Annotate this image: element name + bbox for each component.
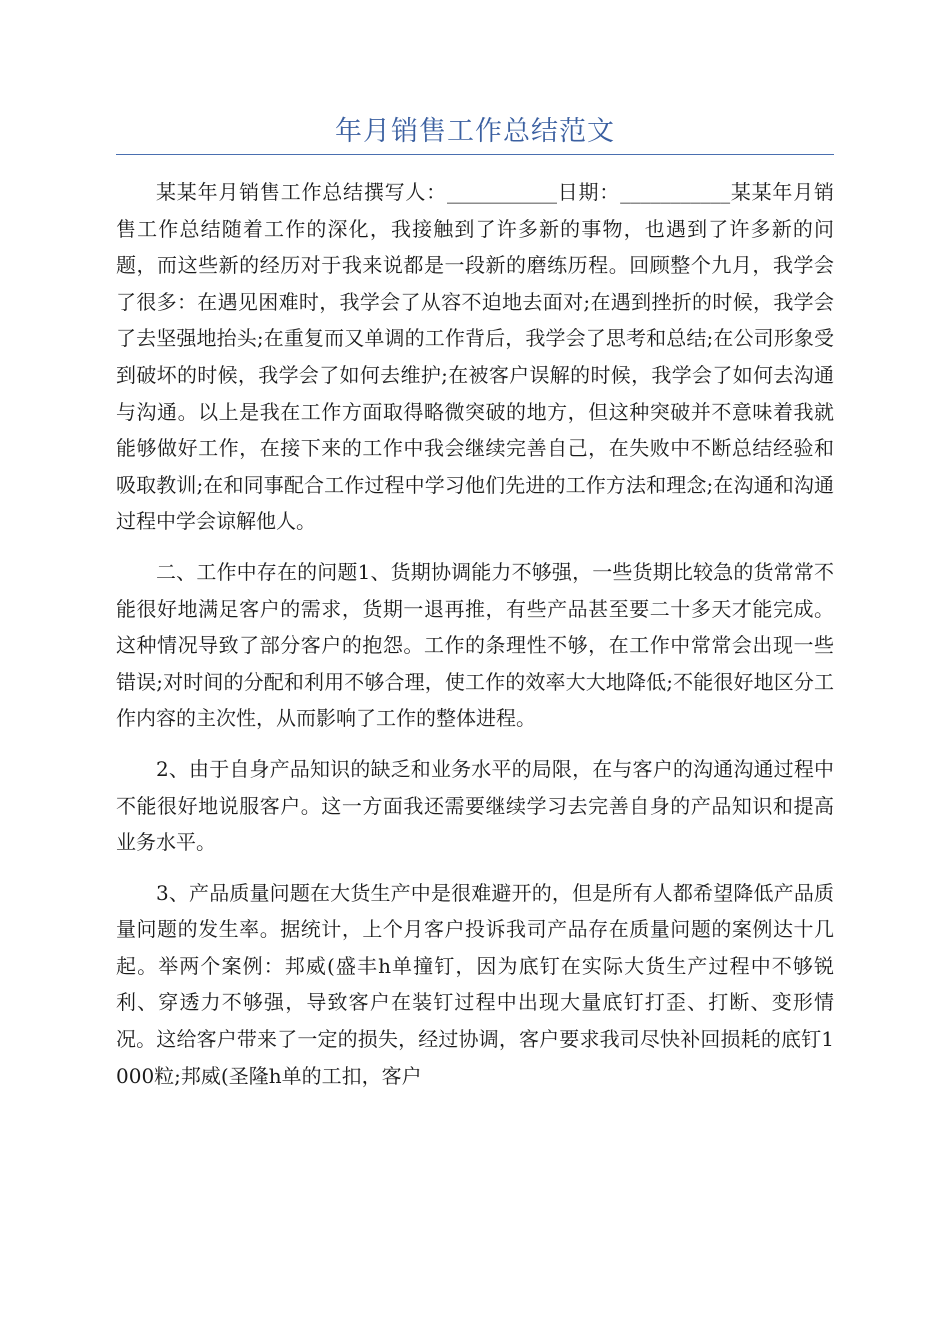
paragraph-2: 二、工作中存在的问题1、货期协调能力不够强，一些货期比较急的货常常不能很好地满足客户的需求，货期一退再推，有些产品甚至要二十多天才能完成。这种情况导致了部分客户的抱怨。工作的条理性不够，在工作中常常会出现一些错误;对时间的分配和利用不够合理，使工作的效率大大地降低;不能很好地区分工作内容的主次性，从而影响了工作的整体进程。 [116, 559, 834, 731]
document-body [116, 174, 834, 1108]
paragraph-4: 3、产品质量问题在大货生产中是很难避开的，但是所有人都希望降低产品质量问题的发生率。据统计，上个月客户投诉我司产品存在质量问题的案例达十几起。举两个案例：邦威(盛丰h单撞钉，因为底钉在实际大货生产过程中不够锐利、穿透力不够强，导致客户在装钉过程中出现大量底钉打歪、打断、变形情况。这给客户带来了一定的损失，经过协调，客户要求我司尽快补回损耗的底钉1000粒;邦威(圣隆h单的工扣，客户 [116, 880, 834, 1088]
paragraph-1: 某某年月销售工作总结撰写人：___________日期：___________某某年月销售工作总结随着工作的深化，我接触到了许多新的事物，也遇到了许多新的问题，而这些新的经历对于我来说都是一段新的磨练历程。回顾整个九月，我学会了很多：在遇见困难时，我学会了从容不迫地去面对;在遇到挫折的时候，我学会了去坚强地抬头;在重复而又单调的工作背后，我学会了思考和总结;在公司形象受到破坏的时候，我学会了如何去维护;在被客户误解的时候，我学会了如何去沟通与沟通。以上是我在工作方面取得略微突破的地方，但这种突破并不意味着我就能够做好工作，在接下来的工作中我会继续完善自己，在失败中不断总结经验和吸取教训;在和同事配合工作过程中学习他们先进的工作方法和理念;在沟通和沟通过程中学会谅解他人。 [116, 180, 834, 534]
page-title: 年月销售工作总结范文 [335, 116, 615, 147]
paragraph-3: 2、由于自身产品知识的缺乏和业务水平的局限，在与客户的沟通沟通过程中不能很好地说服客户。这一方面我还需要继续学习去完善自身的产品知识和提高业务水平。 [116, 756, 834, 855]
title-underline [116, 154, 834, 155]
